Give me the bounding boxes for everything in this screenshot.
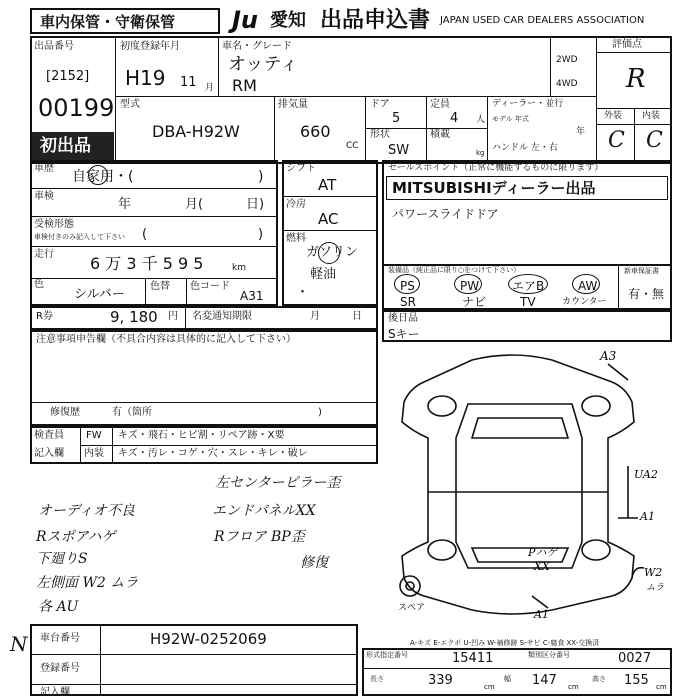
shift-label: シフト <box>286 163 316 174</box>
color-code: A31 <box>240 289 264 303</box>
chassis-number: H92W-0252069 <box>150 630 267 648</box>
car-damage-diagram <box>382 342 682 642</box>
width-unit: cm <box>568 683 579 691</box>
warranty-value: 有・無 <box>628 287 665 301</box>
color-code-label: 色コード <box>190 281 230 292</box>
diagram-rear-xx: XX <box>534 560 550 573</box>
margin-mark: N <box>10 632 28 656</box>
length-value: 339 <box>428 673 453 688</box>
load-label: 積載 <box>430 129 450 140</box>
capacity-unit: 人 <box>476 115 486 125</box>
load-unit: kg <box>476 149 485 157</box>
form-no: 15411 <box>452 651 494 666</box>
cc-unit: CC <box>346 141 359 151</box>
circle-mark-aw <box>572 274 600 294</box>
usage-label: 車歴 <box>34 163 54 174</box>
lot-number: 00199 <box>38 94 115 122</box>
capacity-value: 4 <box>450 111 459 126</box>
int-label: 内装 <box>642 111 661 121</box>
circle-mark-ps <box>394 274 420 294</box>
usage-close: ) <box>258 169 264 185</box>
form-title: 出品申込書 <box>320 8 431 33</box>
note-under: 下廻りS <box>36 551 88 567</box>
diagram-a1-right: A1 <box>640 510 655 523</box>
inspection-month: 月( <box>185 197 204 212</box>
equip-aw: AW <box>578 279 598 293</box>
notice-month: 月 <box>310 311 320 322</box>
recv-close: ) <box>258 227 264 242</box>
inspection-year: 年 <box>118 197 132 212</box>
car-grade: RM <box>232 76 257 95</box>
repair-label: 修復歴 <box>50 407 80 418</box>
notice-label: 名変通知期限 <box>192 311 252 322</box>
width-label: 幅 <box>504 675 511 683</box>
shape-value: SW <box>388 143 410 158</box>
reg-month-unit: 月 <box>205 83 215 93</box>
later-items-block <box>382 310 672 342</box>
notice-day: 日 <box>352 311 362 322</box>
door-label: ドア <box>370 99 390 110</box>
year-unit: 年 <box>576 127 586 137</box>
score-value: R <box>626 64 646 94</box>
reg-label: 初度登録年月 <box>120 41 180 52</box>
shape-label: 形状 <box>370 129 390 140</box>
storage-tag <box>30 8 220 34</box>
later-items-value: Sキー <box>388 327 420 341</box>
equip-ps: PS <box>400 279 415 293</box>
usage-circle-mark <box>88 165 108 185</box>
length-label: 長さ <box>370 675 384 683</box>
model-code: DBA-H92W <box>152 122 240 141</box>
form-no-label: 形式指定番号 <box>366 651 408 659</box>
drive-4wd: 4WD <box>556 79 578 89</box>
equip-tv: TV <box>520 295 536 309</box>
height-label: 高さ <box>592 675 606 683</box>
recv-note: 車検付きのみ記入して下さい <box>34 233 125 241</box>
color-value: シルバー <box>74 287 125 302</box>
length-unit: cm <box>484 683 495 691</box>
warranty-label: 新車保証書 <box>624 267 659 275</box>
note-end-panel: エンドパネルXX <box>212 503 316 519</box>
equip-pw: PW <box>460 279 480 293</box>
lot-label: 出品番号 <box>34 41 74 52</box>
ext-score: C <box>608 128 625 153</box>
fuel-diesel: 軽油 <box>310 267 337 282</box>
repair-value: 有（箇所 <box>112 407 152 418</box>
sales-line2: パワースライドドア <box>392 207 499 221</box>
equip-sr: SR <box>400 295 416 309</box>
diagram-rear-note: Pハゲ <box>528 546 558 559</box>
note-side: 左側面 W2 ムラ <box>36 575 139 591</box>
fuel-circle-mark <box>318 242 340 264</box>
association-name: JAPAN USED CAR DEALERS ASSOCIATION <box>440 15 645 26</box>
circle-mark-airbag <box>508 274 548 294</box>
drive-2wd: 2WD <box>556 55 578 65</box>
usage-text: 自家用・( <box>72 169 134 185</box>
note-each: 各 AU <box>38 599 79 615</box>
registration-label: 登録番号 <box>40 663 80 674</box>
fuel-dots: ・ <box>296 285 310 300</box>
ext-label: 外装 <box>604 111 623 121</box>
shift-value: AT <box>318 176 337 194</box>
note-spoiler: Rスポアハゲ <box>36 529 116 545</box>
third-label: 記入欄 <box>40 687 70 698</box>
note-audio: オーディオ不良 <box>38 503 135 519</box>
width-value: 147 <box>532 673 557 688</box>
lot-bracket: [2152] <box>46 69 90 84</box>
storage-tag-text: 車内保管・守衛保管 <box>40 13 176 31</box>
fuel-gas: ガソリン <box>306 245 359 260</box>
model-year-label: モデル 年式 <box>492 115 529 123</box>
equip-airbag: エアB <box>512 279 545 293</box>
int-score: C <box>646 128 663 153</box>
cc-label: 排気量 <box>278 99 308 110</box>
sales-line1: MITSUBISHIディーラー出品 <box>392 179 596 197</box>
color-label: 色 <box>34 279 44 290</box>
diagram-w2: W2 <box>644 566 663 579</box>
reg-year: H19 <box>125 66 166 90</box>
note-repair: 修復 <box>300 555 328 571</box>
recv-label: 受検形態 <box>34 219 74 230</box>
car-name-label: 車名・グレード <box>222 41 292 52</box>
checker-label-2: 記入欄 <box>34 448 64 459</box>
mileage-value: 6 万 3 千 5 9 5 <box>90 254 204 273</box>
fw-label: FW <box>86 430 102 441</box>
diagram-w2-note: ムラ <box>646 583 665 593</box>
repair-close: ) <box>318 407 322 418</box>
dealer-label: ディーラー・並行 <box>492 99 564 109</box>
fw-text: キズ・飛石・ヒビ割・リペア跡・X要 <box>118 430 285 441</box>
int-check-text: キズ・汚レ・コゲ・穴・スレ・キレ・破レ <box>118 448 308 459</box>
capacity-label: 定員 <box>430 99 450 110</box>
color-swap-label: 色替 <box>150 281 170 292</box>
checker-label-1: 検査員 <box>34 430 64 441</box>
int-check-label: 内装 <box>84 448 104 459</box>
circle-mark-pw <box>454 274 482 294</box>
recycle-value: 9, 180 <box>110 308 158 326</box>
sales-label: セールスポイント（正常に機能するものに限ります） <box>388 163 604 173</box>
first-listing-text: 初出品 <box>40 136 91 156</box>
score-label: 評価点 <box>612 39 642 50</box>
ac-value: AC <box>318 210 339 228</box>
cat-no-label: 類別区分番号 <box>528 651 570 659</box>
equip-navi: ナビ <box>462 295 487 309</box>
equip-label: 装備品（純正品に限り○をつけて下さい） <box>388 266 521 274</box>
car-name: オッティ <box>228 54 299 75</box>
mileage-unit: km <box>232 263 246 273</box>
diagram-a3: A3 <box>600 349 617 363</box>
ac-label: 冷房 <box>286 199 306 210</box>
height-unit: cm <box>656 683 667 691</box>
model-label: 型式 <box>120 99 140 110</box>
cc-value: 660 <box>300 122 331 141</box>
door-count: 5 <box>392 111 401 126</box>
diagram-a1-bottom: A1 <box>534 608 549 621</box>
recv-open: ( <box>142 227 148 242</box>
inspection-day: 日) <box>246 197 265 212</box>
height-value: 155 <box>624 673 649 688</box>
diagram-ua2: UA2 <box>634 468 658 481</box>
note-pillar: 左センターピラー歪 <box>215 475 341 491</box>
notes-label: 注意事項申告欄（不具合内容は具体的に記入して下さい） <box>36 334 296 345</box>
fuel-label: 燃料 <box>286 233 306 244</box>
note-rear-floor: Rフロア BP歪 <box>214 529 305 545</box>
inspection-label: 車検 <box>34 191 54 202</box>
chassis-label: 車台番号 <box>40 633 80 644</box>
equip-counter: カウンター <box>562 297 607 307</box>
reg-month: 11 <box>180 75 197 90</box>
recycle-label: R券 <box>36 311 53 322</box>
diagram-legend: A-キズ E-エクボ U-凹み W-補修跡 S-サビ C-腐食 XX-交換済 <box>410 639 600 647</box>
recycle-unit: 円 <box>168 311 178 322</box>
diagram-spare: スペア <box>398 603 426 613</box>
handle-label: ハンドル 左・右 <box>492 143 558 153</box>
logo-ju: Ju <box>232 6 259 34</box>
logo-aichi: 愛知 <box>270 10 306 31</box>
cat-no: 0027 <box>618 651 652 666</box>
later-items-label: 後日品 <box>388 313 418 324</box>
mileage-label: 走行 <box>34 249 54 260</box>
first-listing-badge <box>32 132 114 162</box>
